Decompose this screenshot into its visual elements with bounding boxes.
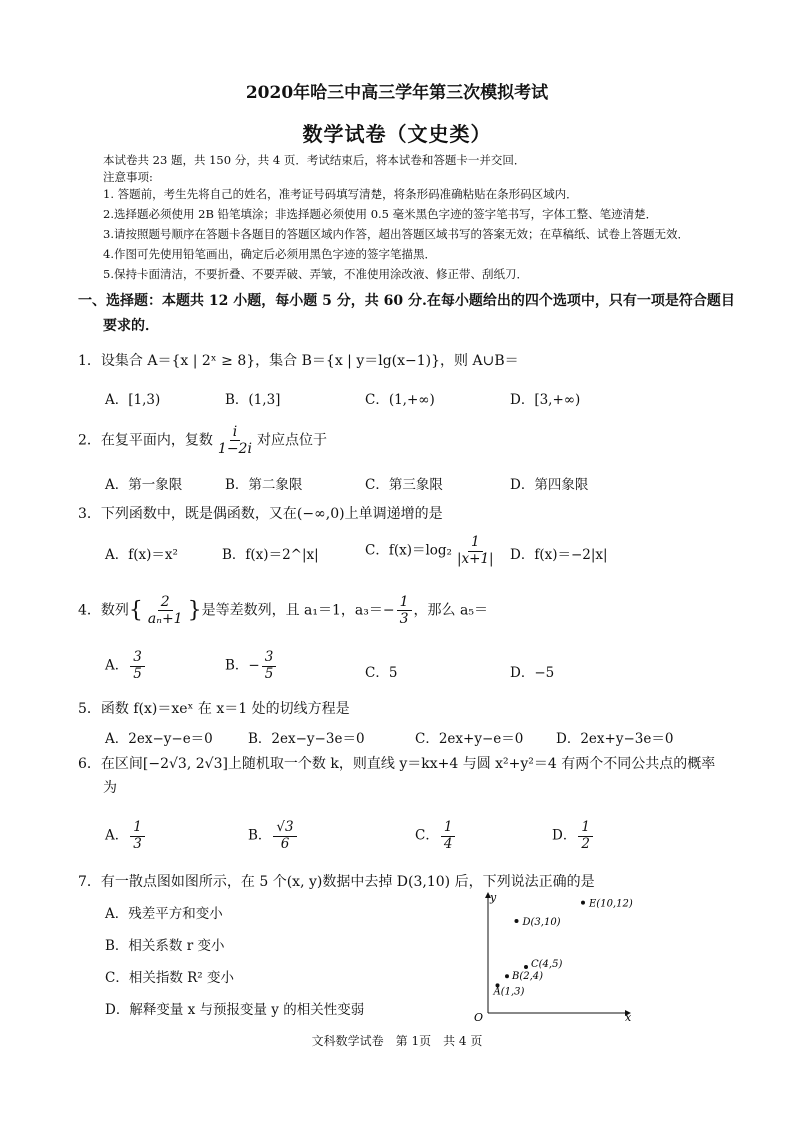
q4-optb-fraction	[262, 650, 277, 682]
point-label: E(10,12)	[589, 898, 633, 910]
scatter-point	[505, 974, 509, 978]
q2-option-c: C．第三象限	[365, 477, 443, 493]
left-brace: {	[128, 598, 143, 624]
notes-intro: 本试卷共 23 题，共 150 分，共 4 页．考试结束后，将本试卷和答题卡一并交回．	[103, 153, 526, 167]
point-label: C(4,5)	[531, 959, 563, 970]
q2-stem-post: 对应点位于	[256, 432, 327, 449]
question-3-stem: 3．下列函数中，既是偶函数，又在(−∞,0)上单调递增的是	[78, 506, 443, 522]
question-6-stem: 6．在区间[−2√3, 2√3]上随机取一个数 k，则直线 y＝kx+4 与圆 x²+y²＝4 有两个不同公共点的概率	[78, 756, 716, 772]
q7-option-b: B．相关系数 r 变小	[105, 938, 225, 954]
q4-optb-den: 5	[264, 665, 274, 682]
q4-opta-den: 5	[133, 665, 142, 682]
note-item: 3.请按照题号顺序在答题卡各题目的答题区域内作答，超出答题区域书写的答案无效；在草稿纸、试卷上答题无效．	[103, 227, 689, 241]
q7-option-a: A．残差平方和变小	[105, 906, 223, 922]
question-1-stem: 1．设集合 A＝{x | 2ˣ ≥ 8}，集合 B＝{x | y＝lg(x−1)}，则 A∪B＝	[78, 353, 519, 369]
scatter-point	[524, 965, 528, 969]
q6-option-c	[415, 820, 457, 852]
question-4-stem	[78, 594, 488, 627]
scatter-point	[581, 901, 585, 905]
exam-subtitle: 数学试卷（文史类）	[302, 122, 492, 146]
q3-option-a: A．f(x)＝x²	[105, 547, 178, 563]
q4-frac-den: aₙ+1	[147, 611, 183, 628]
q3-option-b: B．f(x)＝2^|x|	[222, 547, 319, 563]
scatter-points	[493, 899, 633, 998]
q6-optb-num: √3	[273, 820, 296, 837]
q6-optb-label: B．	[248, 827, 272, 844]
q4-frac-num: 2	[158, 594, 173, 611]
point-label: B(2,4)	[512, 971, 544, 983]
q3-optc-num: 1	[468, 535, 483, 552]
q3-option-c	[365, 535, 499, 567]
q4-optb-num: 3	[262, 650, 277, 667]
q4-frac2-num: 1	[397, 594, 412, 611]
q4-frac2-den: 3	[399, 611, 409, 628]
q6-opta-den: 3	[133, 835, 142, 852]
q2-frac-den: 1−2i	[217, 441, 252, 458]
notes-heading: 注意事项:	[103, 170, 153, 184]
q6-opta-num: 1	[130, 820, 145, 837]
note-item: 2.选择题必须使用 2B 铅笔填涂；非选择题必须使用 0.5 毫米黑色字迹的签字笔书写，字体工整、笔迹清楚．	[103, 207, 658, 221]
question-6-stem-cont: 为	[103, 780, 117, 796]
q4-option-c: C．5	[365, 665, 398, 681]
q6-optb-fraction	[273, 820, 296, 852]
origin-label: O	[474, 1011, 484, 1023]
q7-option-d: D．解释变量 x 与预报变量 y 的相关性变弱	[105, 1002, 365, 1018]
y-axis-label: y	[490, 891, 497, 904]
q2-option-b: B．第二象限	[225, 477, 303, 493]
q2-option-a: A．第一象限	[105, 477, 183, 493]
q6-optd-fraction	[578, 820, 593, 852]
section-heading: 一、选择题：本题共 12 小题，每小题 5 分，共 60 分.在每小题给出的四个选项中，只有一项是符合题目	[78, 293, 735, 309]
q3-option-d: D．f(x)＝−2|x|	[510, 547, 608, 563]
q5-option-a: A．2ex−y−e＝0	[105, 731, 213, 747]
q2-frac-num: i	[230, 424, 240, 441]
q4-stem-post: 是等差数列，且 a₁＝1，a₃＝−	[201, 602, 395, 619]
q5-option-b: B．2ex−y−3e＝0	[248, 731, 365, 747]
q6-optd-den: 2	[581, 835, 590, 852]
q4-option-a	[105, 650, 147, 682]
q2-option-d: D．第四象限	[510, 477, 589, 493]
scatter-point	[515, 919, 519, 923]
q5-option-d: D．2ex+y−3e＝0	[556, 731, 674, 747]
right-brace: }	[187, 598, 202, 624]
q3-optc-den: |x+1|	[456, 550, 494, 567]
q4-fraction	[145, 594, 186, 627]
q6-optc-den: 4	[443, 835, 453, 852]
q4-opta-label: A．	[105, 657, 129, 674]
q7-option-c: C．相关指数 R² 变小	[105, 970, 234, 986]
point-label: D(3,10)	[522, 917, 561, 928]
section-heading-cont: 要求的．	[103, 318, 159, 334]
q5-option-c: C．2ex+y−e＝0	[415, 731, 524, 747]
q1-option-a: A．[1,3)	[105, 392, 161, 408]
question-2-stem	[78, 424, 327, 457]
q2-stem-pre: 2．在复平面内，复数	[78, 432, 213, 449]
q4-stem-tail: ，那么 a₅＝	[413, 602, 488, 619]
point-label: A(1,3)	[493, 986, 525, 998]
q4-option-d: D．−5	[510, 665, 555, 681]
q4-option-b	[225, 650, 278, 682]
q6-opta-label: A．	[105, 827, 129, 844]
q4-fraction-2	[397, 594, 412, 627]
q4-opta-fraction	[130, 650, 145, 682]
q4-optb-label: B．−	[225, 657, 260, 674]
q3-optc-fraction	[454, 535, 497, 567]
scatter-plot	[470, 888, 640, 1023]
q3-optc-text: C．f(x)＝log₂	[365, 542, 452, 559]
page-footer: 文科数学试卷 第 1页 共 4 页	[311, 1034, 483, 1048]
q6-optc-num: 1	[441, 820, 456, 837]
note-item: 1. 答题前，考生先将自己的姓名，准考证号码填写清楚，将条形码准确粘贴在条形码区域内．	[103, 187, 578, 201]
q6-option-b	[248, 820, 299, 852]
q6-optd-num: 1	[578, 820, 593, 837]
q6-optc-fraction	[441, 820, 456, 852]
note-item: 4.作图可先使用铅笔画出，确定后必须用黑色字迹的签字笔描黑．	[103, 247, 436, 261]
q6-option-a	[105, 820, 147, 852]
exam-title: 2020年哈三中高三学年第三次模拟考试	[245, 83, 549, 103]
q1-option-c: C．(1,+∞)	[365, 392, 435, 408]
q6-optd-label: D．	[552, 827, 577, 844]
q6-optc-label: C．	[415, 827, 439, 844]
q1-option-b: B．(1,3]	[225, 392, 281, 408]
q4-stem-pre: 4．数列	[78, 602, 129, 619]
question-7-stem: 7．有一散点图如图所示，在 5 个(x, y)数据中去掉 D(3,10) 后，下列说法正确的是	[78, 874, 595, 890]
q6-option-d	[552, 820, 595, 852]
question-5-stem: 5．函数 f(x)＝xeˣ 在 x＝1 处的切线方程是	[78, 701, 350, 717]
q6-optb-den: 6	[280, 835, 290, 852]
q6-opta-fraction	[130, 820, 145, 852]
x-axis-label: x	[625, 1011, 632, 1023]
note-item: 5.保持卡面清洁，不要折叠、不要弄破、弄皱，不准使用涂改液、修正带、刮纸刀．	[103, 267, 528, 281]
q2-fraction	[215, 424, 255, 457]
q4-opta-num: 3	[130, 650, 145, 667]
q1-option-d: D．[3,+∞)	[510, 392, 581, 408]
